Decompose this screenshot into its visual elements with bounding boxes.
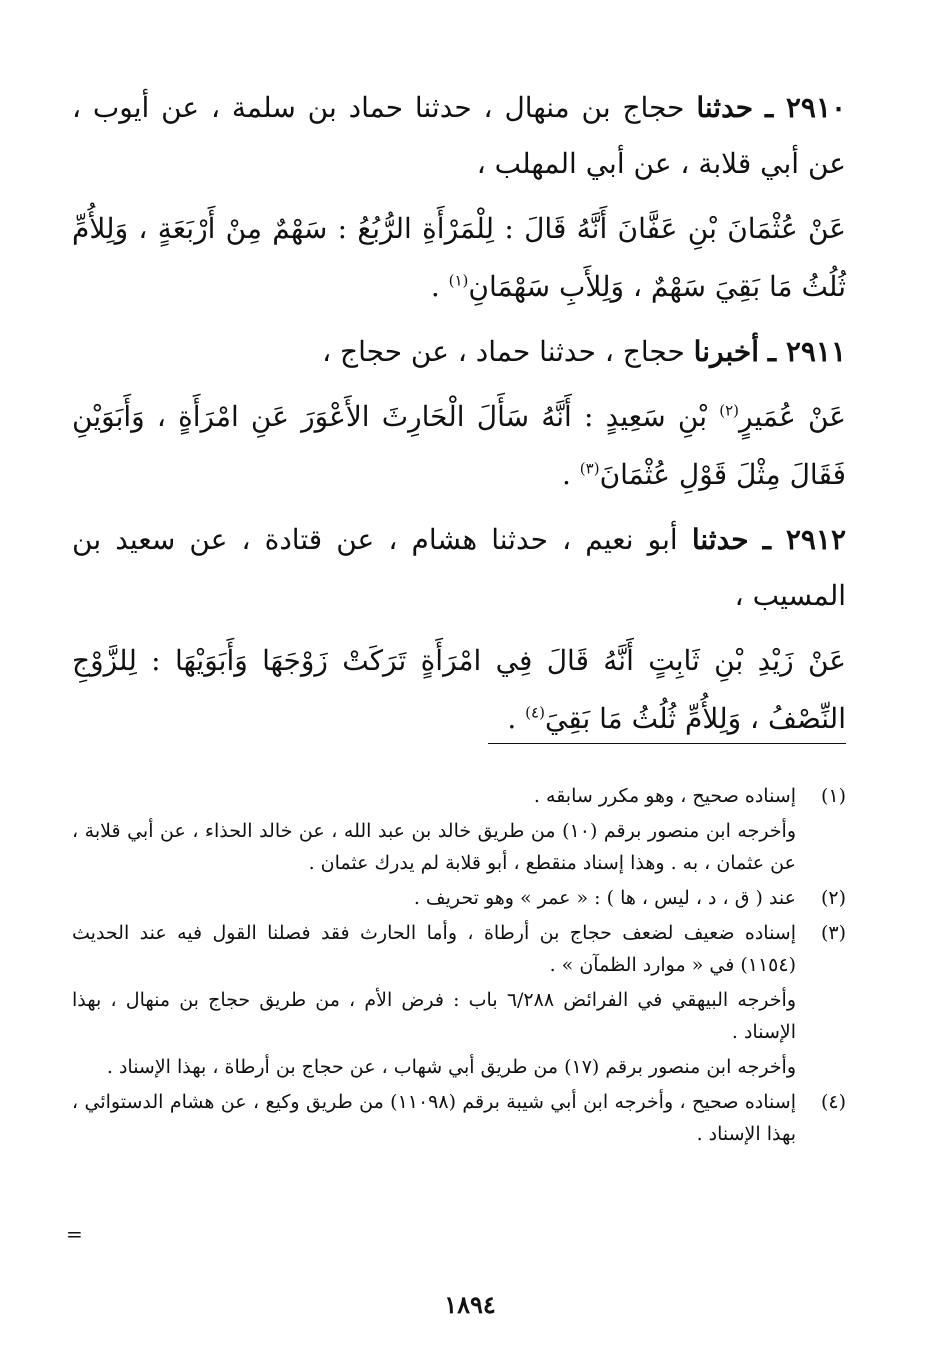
footnote-3 [72,917,846,1086]
footnote-line: وأخرجه ابن منصور برقم (١٧) من طريق أبي شهاب ، عن حجاج بن أرطاة ، بهذا الإسناد . [106,1056,796,1078]
hadith-2911-matn [72,388,846,504]
footnote-number: (١) [820,785,846,807]
matn-text-start: عَنْ عُمَيرٍ [739,400,846,433]
isnad-text: حجاج بن منهال ، حدثنا حماد بن سلمة ، عن أيوب ، عن أبي قلابة ، عن أبي المهلب ، [72,91,846,180]
hadith-2910-matn [72,200,846,316]
footnote-ref-1: (١) [448,271,469,290]
hadith-number: ٢٩١١ ـ [767,335,846,368]
hadith-number: ٢٩١٠ ـ [764,91,847,124]
footnotes [72,780,846,1153]
footnote-4 [72,1086,846,1153]
footnote-body [72,1086,796,1153]
hadith-lead-word: حدثنا [691,523,749,556]
hadith-lead-word: حدثنا [696,91,754,124]
page-number: ١٨٩٤ [444,1290,496,1319]
footnote-line: إسناده صحيح ، وأخرجه ابن أبي شيبة برقم (١١٠٩٨) من طريق وكيع ، عن هشام الدستوائي ، بهذا الإسناد . [72,1091,796,1145]
matn-text-rest: بْنِ سَعِيدٍ : أَنَّهُ سَأَلَ الْحَارِثَ الأَعْوَرَ عَنِ امْرَأَةٍ ، وَأَبَوَيْنِ فَقَالَ مِثْلَ قَوْلِ عُثْمَانَ [72,400,846,491]
footnote-ref-2: (٢) [719,401,739,420]
end-mark: . [507,702,526,735]
isnad-text: حجاج ، حدثنا حماد ، عن حجاج ، [322,335,685,368]
hadith-2910-chain [72,80,846,192]
footnote-number: (٣) [820,922,846,944]
footnote-ref-4: (٤) [525,703,545,722]
footnote-line: وأخرجه ابن منصور برقم (١٠) من طريق خالد بن عبد الله ، عن خالد الحذاء ، عن أبي قلابة ، عن عثمان ، به . وهذا إسناد منقطع ، أبو قلابة لم يدرك عثمان . [72,820,796,874]
end-mark: . [561,458,580,491]
footnote-line: وأخرجه البيهقي في الفرائض ٦/٢٨٨ باب : فرض الأم ، من طريق حجاج بن منهال ، بهذا الإسناد . [72,989,796,1043]
hadith-lead-word: أخبرنا [693,335,759,368]
footnote-number: (٢) [820,887,846,909]
matn-text: عَنْ زَيْدِ بْنِ ثَابِتٍ أَنَّهُ قَالَ فِي امْرَأَةٍ تَرَكَتْ زَوْجَهَا وَأَبَوَيْهَا : لِلزَّوْجِ النِّصْفُ ، وَلِلأُمِّ ثُلُثُ مَا بَقِيَ [72,644,846,735]
continuation-mark: = [66,1222,83,1246]
footnote-body [72,917,796,1086]
footnote-separator [488,743,846,744]
footnote-body [72,780,796,882]
end-mark: . [430,270,449,303]
hadith-2912-chain [72,512,846,624]
footnote-line: إسناده صحيح ، وهو مكرر سابقه . [533,785,796,807]
footnote-line: عند ( ق ، د ، ليس ، ها ) : « عمر » وهو تحريف . [413,887,796,909]
main-text [72,80,846,756]
footnote-number: (٤) [820,1091,846,1113]
footnote-line: إسناده ضعيف لضعف حجاج بن أرطاة ، وأما الحارث فقد فصلنا القول فيه عند الحديث (١١٥٤) في « موارد الظمآن » . [72,922,796,976]
footnote-body [72,882,796,917]
hadith-2912-matn [72,632,846,748]
footnote-2 [72,882,846,917]
hadith-number: ٢٩١٢ ـ [762,523,846,556]
footnote-1 [72,780,846,882]
matn-text: عَنْ عُثْمَانَ بْنِ عَفَّانَ أَنَّهُ قَالَ : لِلْمَرْأَةِ الرُّبُعُ : سَهْمٌ مِنْ أَرْبَعَةٍ ، وَلِلأُمِّ ثُلُثُ مَا بَقِيَ سَهْمٌ ، وَلِلأَبِ سَهْمَانِ [72,212,846,303]
hadith-2911-chain [72,324,846,380]
isnad-text: أبو نعيم ، حدثنا هشام ، عن قتادة ، عن سعيد بن المسيب ، [72,523,846,612]
footnote-ref-3: (٣) [579,459,600,478]
